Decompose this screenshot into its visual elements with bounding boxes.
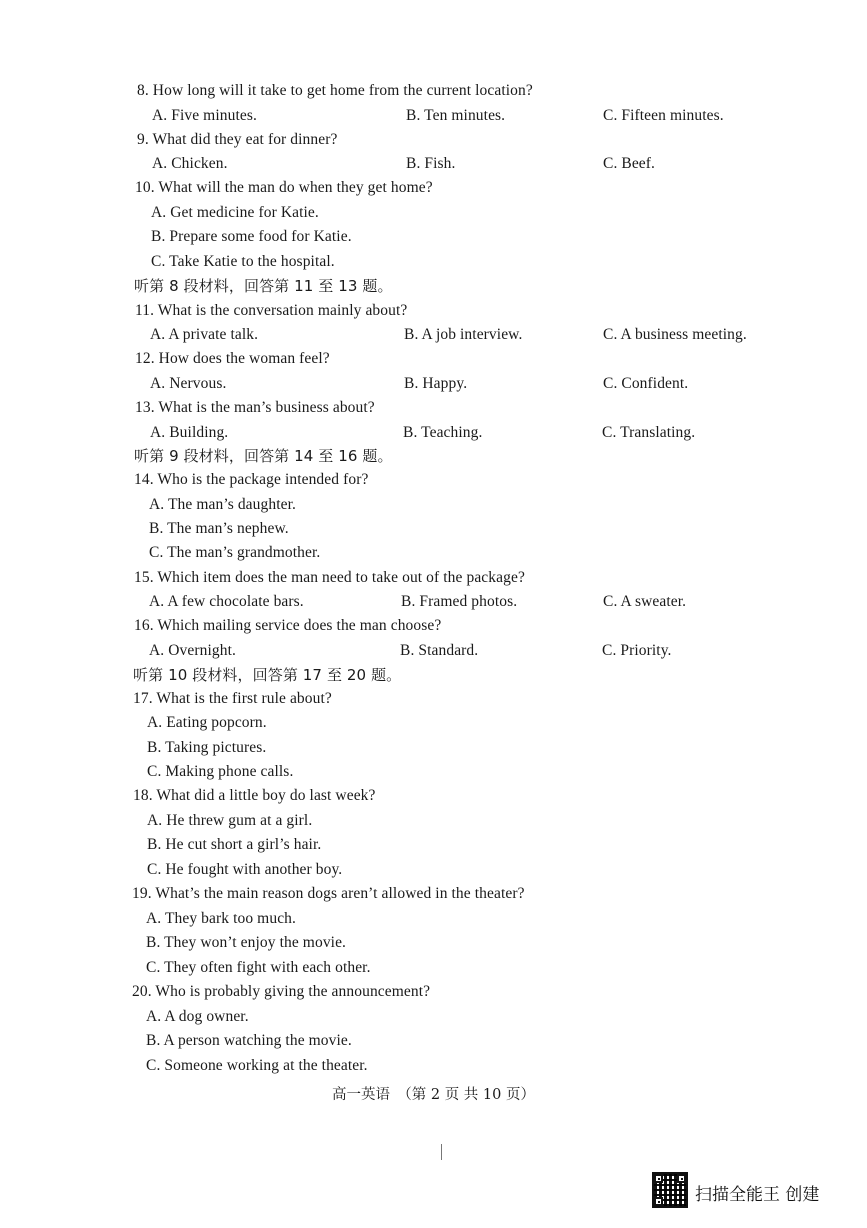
option-a: A. They bark too much. xyxy=(146,910,296,927)
option-a: A. Building. xyxy=(150,424,229,441)
question-stem: 10. What will the man do when they get home? xyxy=(135,179,433,196)
option-b: B. A job interview. xyxy=(404,326,523,343)
option-b: B. Framed photos. xyxy=(401,593,518,610)
option-a: A. A private talk. xyxy=(150,326,259,343)
option-c: C. Take Katie to the hospital. xyxy=(151,253,335,270)
option-b: B. Taking pictures. xyxy=(147,739,267,756)
option-b: B. Teaching. xyxy=(403,424,483,441)
option-a: A. He threw gum at a girl. xyxy=(147,812,313,829)
option-c: C. Someone working at the theater. xyxy=(146,1057,368,1074)
option-a: A. Eating popcorn. xyxy=(147,714,267,731)
section-heading: 听第 9 段材料，回答第 14 至 16 题。 xyxy=(134,447,393,465)
question-stem: 11. What is the conversation mainly about? xyxy=(135,302,408,319)
option-a: A. Overnight. xyxy=(149,642,236,659)
option-c: C. Fifteen minutes. xyxy=(603,107,724,124)
option-a: A. Get medicine for Katie. xyxy=(151,204,319,221)
question-stem: 18. What did a little boy do last week? xyxy=(133,787,376,804)
scanner-watermark: 扫描全能王 创建 xyxy=(695,1185,820,1205)
option-c: C. They often fight with each other. xyxy=(146,959,371,976)
option-a: A. Chicken. xyxy=(152,155,228,172)
option-c: C. Translating. xyxy=(602,424,696,441)
question-stem: 14. Who is the package intended for? xyxy=(134,471,369,488)
option-c: C. Making phone calls. xyxy=(147,763,294,780)
option-b: B. A person watching the movie. xyxy=(146,1032,352,1049)
page-footer: 高一英语 （第 2 页 共 10 页） xyxy=(332,1087,535,1103)
question-stem: 13. What is the man’s business about? xyxy=(135,399,375,416)
question-stem: 20. Who is probably giving the announcement? xyxy=(132,983,431,1000)
option-c: C. The man’s grandmother. xyxy=(149,544,321,561)
option-b: B. He cut short a girl’s hair. xyxy=(147,836,322,853)
question-stem: 9. What did they eat for dinner? xyxy=(137,131,338,148)
option-b: B. The man’s nephew. xyxy=(149,520,289,537)
option-a: A. The man’s daughter. xyxy=(149,496,296,513)
section-heading: 听第 8 段材料，回答第 11 至 13 题。 xyxy=(134,277,393,295)
scan-mark xyxy=(441,1144,442,1160)
question-stem: 8. How long will it take to get home from the current location? xyxy=(137,82,533,99)
option-a: A. Five minutes. xyxy=(152,107,257,124)
option-c: C. He fought with another boy. xyxy=(147,861,343,878)
option-b: B. Fish. xyxy=(406,155,456,172)
option-a: A. Nervous. xyxy=(150,375,227,392)
option-c: C. A business meeting. xyxy=(603,326,747,343)
option-a: A. A dog owner. xyxy=(146,1008,249,1025)
option-b: B. Happy. xyxy=(404,375,468,392)
option-b: B. Ten minutes. xyxy=(406,107,506,124)
question-stem: 17. What is the first rule about? xyxy=(133,690,332,707)
question-stem: 16. Which mailing service does the man choose? xyxy=(134,617,442,634)
option-b: B. Standard. xyxy=(400,642,479,659)
question-stem: 12. How does the woman feel? xyxy=(135,350,330,367)
option-a: A. A few chocolate bars. xyxy=(149,593,304,610)
qr-code-icon xyxy=(652,1172,688,1208)
section-heading: 听第 10 段材料，回答第 17 至 20 题。 xyxy=(133,666,402,684)
option-c: C. A sweater. xyxy=(603,593,687,610)
question-stem: 15. Which item does the man need to take out of the package? xyxy=(134,569,525,586)
option-b: B. They won’t enjoy the movie. xyxy=(146,934,347,951)
option-c: C. Priority. xyxy=(602,642,672,659)
option-c: C. Beef. xyxy=(603,155,656,172)
option-c: C. Confident. xyxy=(603,375,689,392)
option-b: B. Prepare some food for Katie. xyxy=(151,228,352,245)
question-stem: 19. What’s the main reason dogs aren’t allowed in the theater? xyxy=(132,885,525,902)
